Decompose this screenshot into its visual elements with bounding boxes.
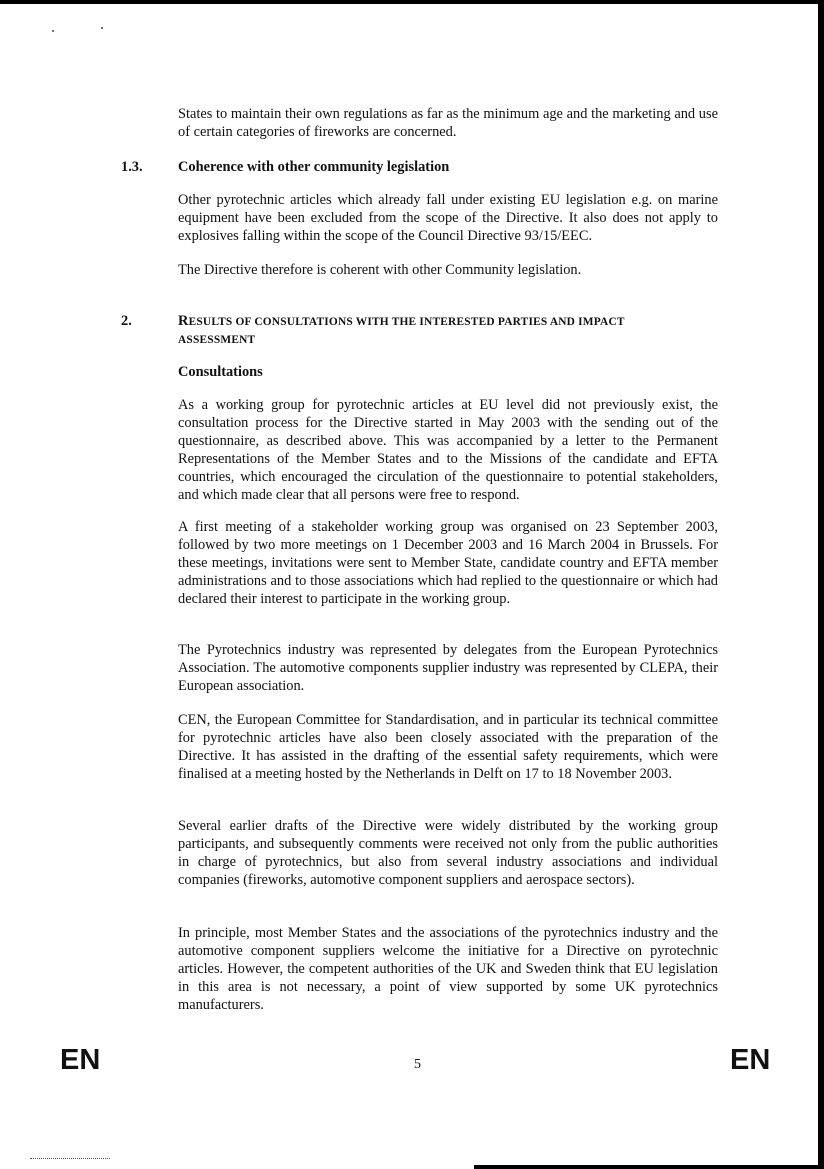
language-mark-left: EN — [60, 1044, 101, 1076]
scan-speck — [52, 30, 54, 32]
paragraph-consultations-6: In principle, most Member States and the associations of the pyrotechnics industry and the automotive component suppliers welcome the initiative for a Directive on pyrotechnic articles. However, the competent authorities of the UK and Sweden think that EU legislation in this area is not necessary, a point of view supported by some UK pyrotechnics manufacturers. — [178, 925, 718, 1013]
scan-edge-right — [818, 0, 824, 1169]
scan-speck — [101, 27, 103, 29]
paragraph-coherence-2: The Directive therefore is coherent with other Community legislation. — [178, 262, 582, 278]
section-title-initial: R — [178, 313, 189, 329]
scan-edge-top — [0, 0, 824, 4]
subheading-consultations: Consultations — [178, 364, 263, 380]
section-number-2: 2. — [121, 313, 132, 329]
section-title-results — [178, 312, 718, 349]
paragraph-consultations-4: CEN, the European Committee for Standardisation, and in particular its technical committee for pyrotechnic articles have also been closely associated with the preparation of the Directive. It has assisted in the drafting of the essential safety requirements, which were finalised at a meeting hosted by the Netherlands in Delft on 17 to 18 November 2003. — [178, 712, 718, 782]
section-title-line1: ESULTS OF CONSULTATIONS WITH THE INTERESTED PARTIES AND IMPACT — [188, 316, 625, 328]
paragraph-coherence-1: Other pyrotechnic articles which already fall under existing EU legislation e.g. on marine equipment have been excluded from the scope of the Directive. It also does not apply to explosives falling within the scope of the Council Directive 93/15/EEC. — [178, 192, 718, 244]
paragraph-consultations-5: Several earlier drafts of the Directive were widely distributed by the working group participants, and subsequently comments were received not only from the public authorities in charge of pyrotechnics, but also from several industry associations and individual companies (fireworks, automotive component suppliers and aerospace sectors). — [178, 818, 718, 888]
section-number-1-3: 1.3. — [121, 159, 143, 175]
paragraph-consultations-3: The Pyrotechnics industry was represented by delegates from the European Pyrotechnics Association. The automotive components supplier industry was represented by CLEPA, their European association. — [178, 642, 718, 694]
paragraph-consultations-1: As a working group for pyrotechnic articles at EU level did not previously exist, the consultation process for the Directive started in May 2003 with the sending out of the questionnaire, as described above. This was accompanied by a letter to the Permanent Representations of the Member States and to the Missions of the candidate and EFTA countries, which encouraged the circulation of the questionnaire to potential stakeholders, and which made clear that all persons were free to respond. — [178, 397, 718, 503]
scan-edge-bottom — [474, 1165, 824, 1169]
section-title-line2: ASSESSMENT — [178, 334, 256, 346]
page-number: 5 — [414, 1057, 421, 1072]
paragraph-consultations-2: A first meeting of a stakeholder working group was organised on 23 September 2003, followed by two more meetings on 1 December 2003 and 16 March 2004 in Brussels. For these meetings, invitations were sent to Member State, candidate country and EFTA member administrations and to those associations which had replied to the questionnaire or which had declared their interest to participate in the working group. — [178, 519, 718, 607]
paragraph-intro: States to maintain their own regulations as far as the minimum age and the marketing and use of certain categories of fireworks are concerned. — [178, 106, 718, 140]
section-title-coherence: Coherence with other community legislation — [178, 159, 450, 175]
language-mark-right: EN — [730, 1044, 771, 1076]
scan-artifact — [30, 1158, 110, 1161]
